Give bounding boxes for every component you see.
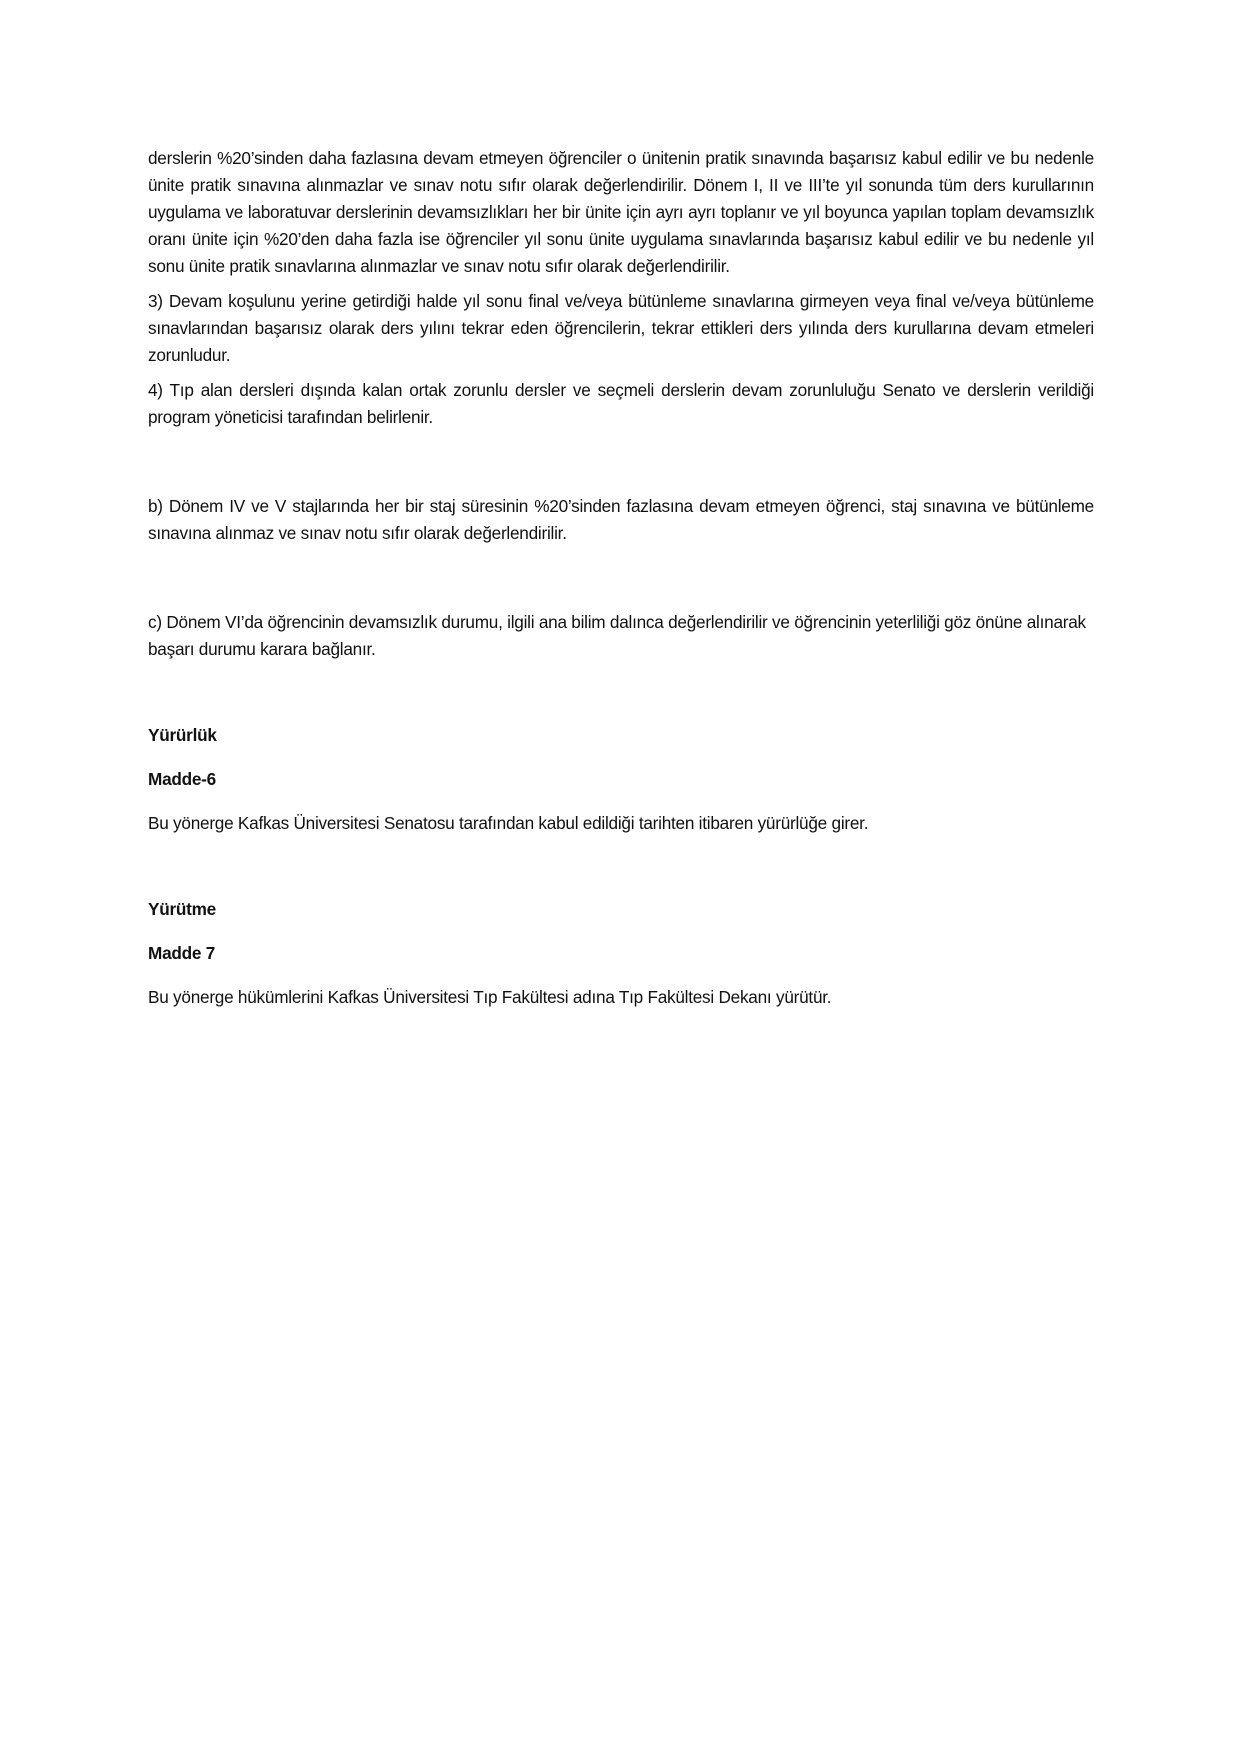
paragraph-item-c: c) Dönem VI’da öğrencinin devamsızlık durumu, ilgili ana bilim dalınca değerlendirilir ve öğrencinin yeterliliği göz önüne alınarak başarı durumu karara bağlanır.	[148, 612, 1086, 659]
article-number: Madde 7	[148, 943, 216, 963]
section-yururluk	[148, 722, 1094, 837]
article-number: Madde-6	[148, 769, 216, 789]
section-title: Yürütme	[148, 899, 216, 919]
section-title: Yürürlük	[148, 725, 217, 745]
section-yurutme	[148, 896, 1094, 1011]
paragraph-item-3: 3) Devam koşulunu yerine getirdiği halde yıl sonu final ve/veya bütünleme sınavlarına girmeyen veya final ve/veya bütünleme sınavlarından başarısız olarak ders yılını tekrar eden öğrencilerin, tekrar ettikleri ders yılında ders kurullarına devam etmeleri zorunludur.	[148, 291, 1094, 365]
document-page	[148, 145, 1094, 1011]
paragraph-item-b: b) Dönem IV ve V stajlarında her bir staj süresinin %20’sinden fazlasına devam etmeyen öğrenci, staj sınavına ve bütünleme sınavına alınmaz ve sınav notu sıfır olarak değerlendirilir.	[148, 496, 1094, 543]
paragraph-continuation: derslerin %20’sinden daha fazlasına devam etmeyen öğrenciler o ünitenin pratik sınavında başarısız kabul edilir ve bu nedenle ünite pratik sınavına alınmazlar ve sınav notu sıfır olarak değerlendirilir. Dönem I, II ve III’te yıl sonunda tüm ders kurullarının uygulama ve laboratuvar derslerinin devamsızlıkları her bir ünite için ayrı ayrı toplanır ve yıl boyunca yapılan toplam devamsızlık oranı ünite için %20’den daha fazla ise öğrenciler yıl sonu ünite uygulama sınavlarında başarısız kabul edilir ve bu nedenle yıl sonu ünite pratik sınavlarına alınmazlar ve sınav notu sıfır olarak değerlendirilir.	[148, 148, 1094, 276]
paragraph-item-4: 4) Tıp alan dersleri dışında kalan ortak zorunlu dersler ve seçmeli derslerin devam zorunluluğu Senato ve derslerin verildiği program yöneticisi tarafından belirlenir.	[148, 380, 1094, 427]
section-text: Bu yönerge Kafkas Üniversitesi Senatosu tarafından kabul edildiği tarihten itibaren yürürlüğe girer.	[148, 813, 869, 833]
section-text: Bu yönerge hükümlerini Kafkas Üniversitesi Tıp Fakültesi adına Tıp Fakültesi Dekanı yürütür.	[148, 987, 832, 1007]
